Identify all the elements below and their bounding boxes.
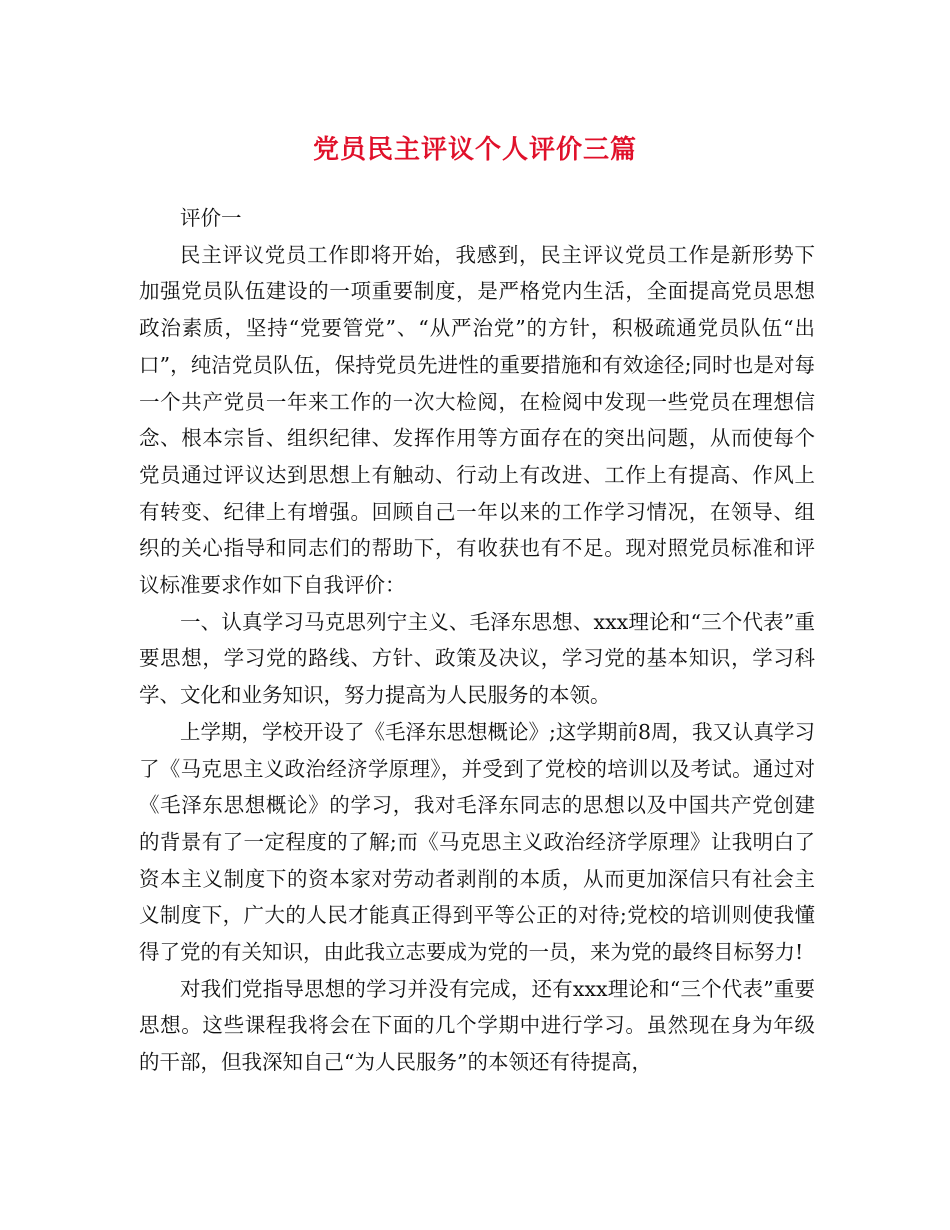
document-body (139, 200, 815, 1081)
paragraph: 一、认真学习马克思列宁主义、毛泽东思想、xxx理论和“三个代表”重要思想，学习党的路线、方针、政策及决议，学习党的基本知识，学习科学、文化和业务知识，努力提高为人民服务的本领。 (139, 609, 815, 708)
paragraph: 上学期，学校开设了《毛泽东思想概论》;这学期前8周，我又认真学习了《马克思主义政治经济学原理》，并受到了党校的培训以及考试。通过对《毛泽东思想概论》的学习，我对毛泽东同志的思想以及中国共产党创建的背景有了一定程度的了解;而《马克思主义政治经济学原理》让我明白了资本主义制度下的资本家对劳动者剥削的本质，从而更加深信只有社会主义制度下，广大的人民才能真正得到平等公正的对待;党校的培训则使我懂得了党的有关知识，由此我立志要成为党的一员，来为党的最终目标努力! (139, 719, 815, 965)
paragraph: 民主评议党员工作即将开始，我感到，民主评议党员工作是新形势下加强党员队伍建设的一项重要制度，是严格党内生活，全面提高党员思想政治素质，坚持“党要管党”、“从严治党”的方针，积极疏通党员队伍“出口”，纯洁党员队伍，保持党员先进性的重要措施和有效途径;同时也是对每一个共产党员一年来工作的一次大检阅，在检阅中发现一些党员在理想信念、根本宗旨、组织纪律、发挥作用等方面存在的突出问题，从而使每个党员通过评议达到思想上有触动、行动上有改进、工作上有提高、作风上有转变、纪律上有增强。回顾自己一年以来的工作学习情况，在领导、组织的关心指导和同志们的帮助下，有收获也有不足。现对照党员标准和评议标准要求作如下自我评价： (139, 242, 815, 598)
paragraph: 对我们党指导思想的学习并没有完成，还有xxx理论和“三个代表”重要思想。这些课程我将会在下面的几个学期中进行学习。虽然现在身为年级的干部，但我深知自己“为人民服务”的本领还有待提高， (139, 976, 815, 1075)
document-title: 党员民主评议个人评价三篇 (312, 135, 637, 165)
section-heading: 评价一 (180, 206, 242, 230)
